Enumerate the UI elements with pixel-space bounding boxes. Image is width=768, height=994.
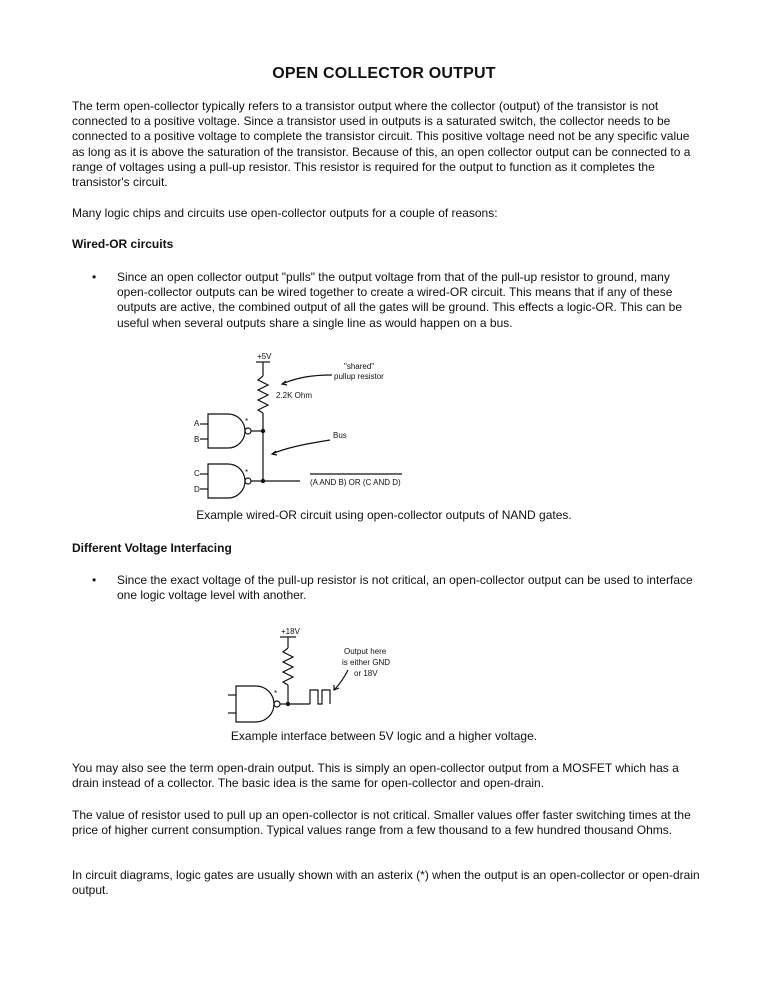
bullet-marker: • xyxy=(92,573,97,587)
open-collector-star: * xyxy=(245,417,249,426)
input-a-label: A xyxy=(194,419,200,428)
resistor-value-paragraph: The value of resistor used to pull up an open-collector is not critical. Smaller values offer faster switching times at the price of higher current consumption. Typical values range from a few thousand to a few hundred thousand Ohms. xyxy=(72,808,691,838)
shared-label: "shared" xyxy=(344,362,375,371)
page-title: OPEN COLLECTOR OUTPUT xyxy=(272,65,496,82)
resistor-label: 2.2K Ohm xyxy=(276,391,313,400)
junction-dot xyxy=(261,479,265,483)
open-collector-star: * xyxy=(274,689,278,698)
junction-dot xyxy=(261,429,265,433)
voltage-interfacing-heading: Different Voltage Interfacing xyxy=(72,541,232,555)
output-note-line2: is either GND xyxy=(342,658,391,667)
supply-label: +5V xyxy=(257,352,272,361)
voltage-interfacing-bullet: Since the exact voltage of the pull-up resistor is not critical, an open-collector output can be used to interface one logic voltage level with another. xyxy=(117,573,693,603)
open-drain-paragraph: You may also see the term open-drain output. This is simply an open-collector output from a MOSFET which has a drain instead of a collector. The basic idea is the same for open-collector and open-drain. xyxy=(72,761,679,791)
intro-paragraph: The term open-collector typically refers to a transistor output where the collector (output) of the transistor is not connected to a positive voltage. Since a transistor used in outputs is a saturated switch, the collector needs to be connected to a positive voltage to complete the transistor circuit. This positive voltage need not be any specific value as long as it is above the saturation of the transistor. Because of this, an open collector output can be connected to a range of voltages using a pull-up resistor. This resistor is required for the output to function as it completes the transistor's circuit. xyxy=(72,99,691,190)
bullet-marker: • xyxy=(92,270,97,284)
wired-or-heading: Wired-OR circuits xyxy=(72,237,174,251)
input-c-label: C xyxy=(194,469,200,478)
junction-dot xyxy=(286,702,290,706)
supply-label: +18V xyxy=(281,627,300,636)
open-collector-star: * xyxy=(245,468,249,477)
output-note-line3: or 18V xyxy=(354,669,378,678)
output-expression: (A AND B) OR (C AND D) xyxy=(310,478,401,487)
input-d-label: D xyxy=(194,485,200,494)
output-note-line1: Output here xyxy=(344,647,387,656)
voltage-interface-caption: Example interface between 5V logic and a higher voltage. xyxy=(230,729,538,743)
bus-label: Bus xyxy=(333,431,347,440)
voltage-interface-diagram xyxy=(226,622,406,728)
pullup-label: pullup resistor xyxy=(334,372,384,381)
reasons-intro-paragraph: Many logic chips and circuits use open-collector outputs for a couple of reasons: xyxy=(72,206,498,220)
wired-or-diagram xyxy=(190,348,420,508)
wired-or-caption: Example wired-OR circuit using open-collector outputs of NAND gates. xyxy=(196,508,572,522)
wired-or-bullet: Since an open collector output "pulls" the output voltage from that of the pull-up resistor to ground, many open-collector outputs can be wired together to create a wired-OR circuit. This means that if any of these outputs are active, the combined output of all the gates will be ground. This effects a logic-OR. This can be useful when several outputs share a single line as would happen on a bus. xyxy=(117,270,682,330)
asterix-paragraph: In circuit diagrams, logic gates are usually shown with an asterix (*) when the output is an open-collector or open-drain output. xyxy=(72,868,700,898)
input-b-label: B xyxy=(194,435,200,444)
